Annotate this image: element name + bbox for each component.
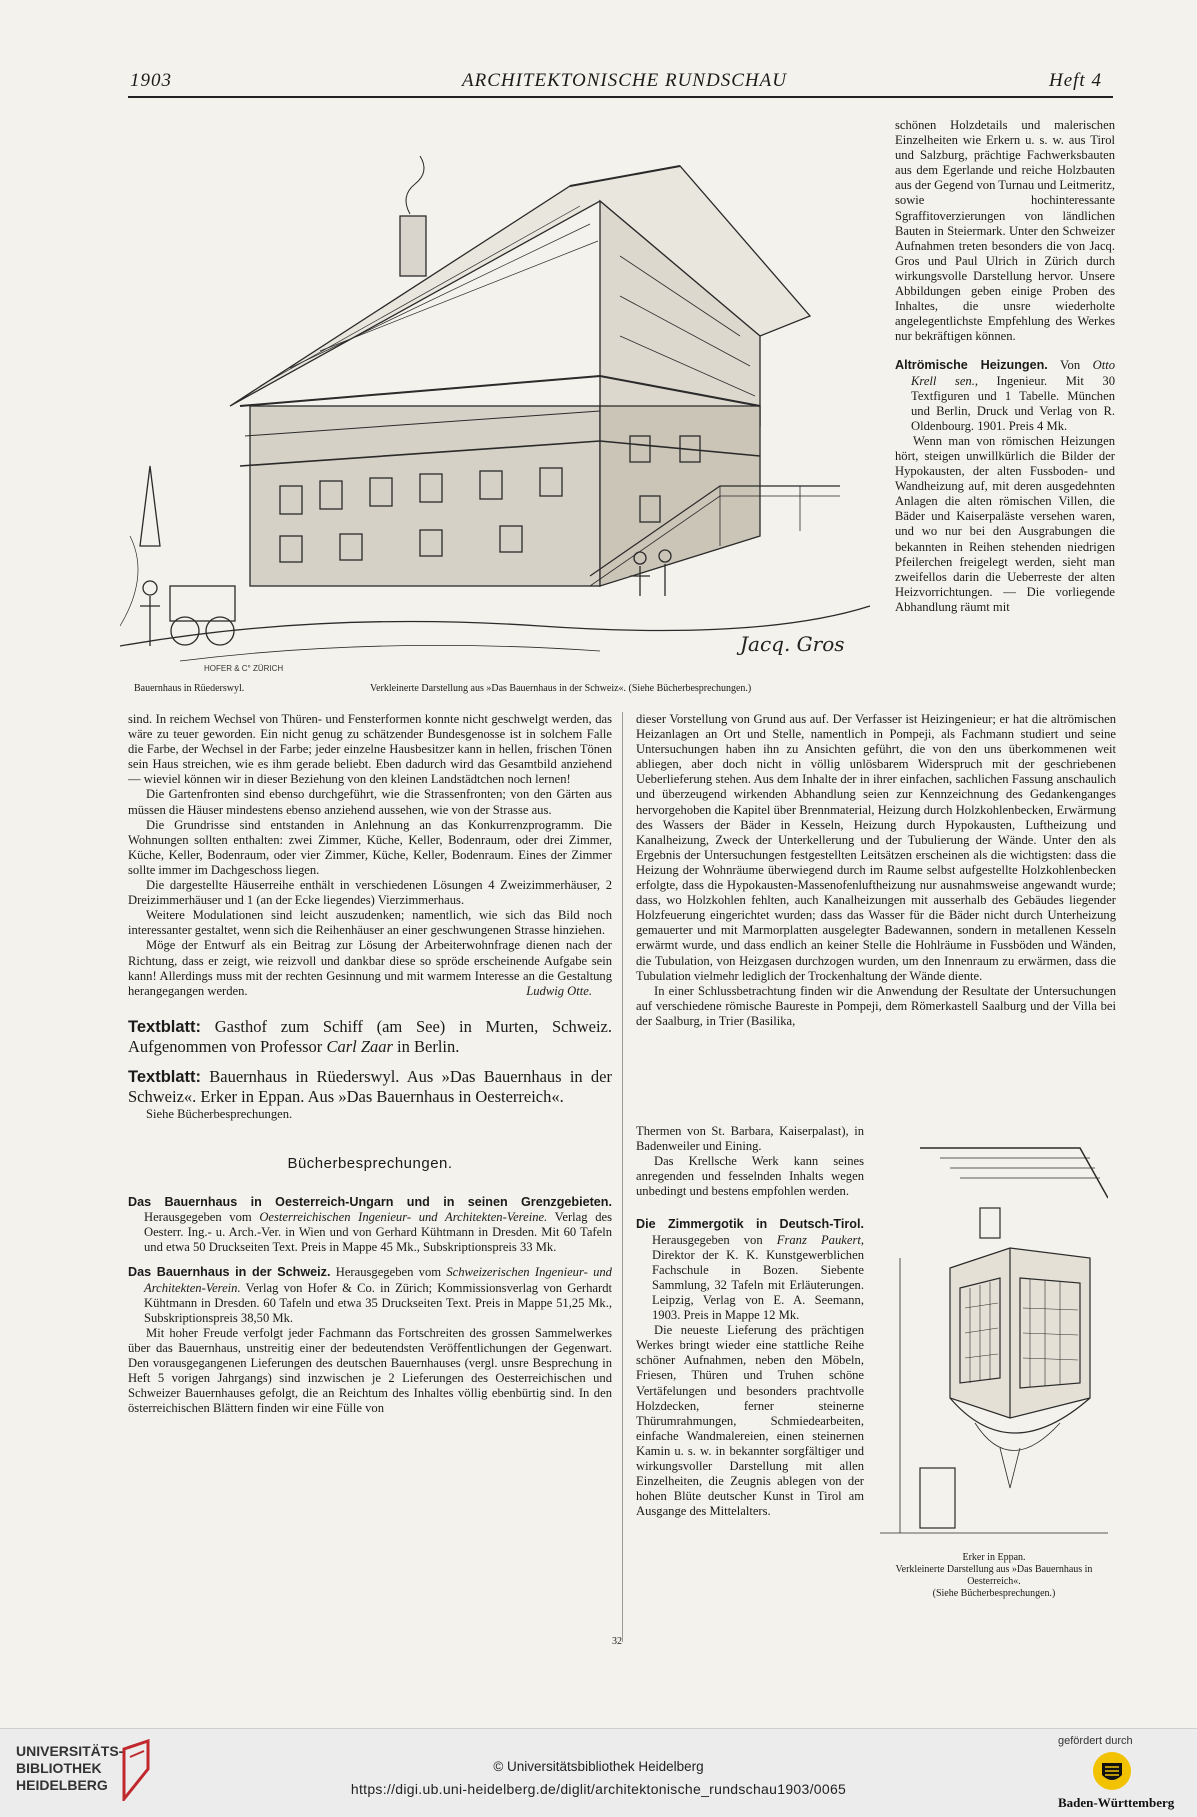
logo-line: HEIDELBERG (16, 1777, 108, 1793)
sponsor-label: gefördert durch (1058, 1735, 1133, 1747)
permalink[interactable]: https://digi.ub.uni-heidelberg.de/diglit/architektonische_rundschau1903/0065 (350, 1781, 847, 1797)
textblatt-label: Textblatt: (128, 1017, 202, 1036)
review-author: Otto Krell sen. (911, 358, 1115, 388)
review-details: Verlag von Hofer & Co. in Zürich; Kommissionsverlag von Gerhardt Kühtmann in Dresden. 60 Tafeln und etwa 35 Druckseiten Text. Preis in Mappe 51,25 Mk., Subskriptionspreis 38,50 Mk. (144, 1280, 612, 1325)
footer-bar (0, 1728, 1197, 1817)
artist-signature: Jacq. Gros (740, 632, 845, 656)
figure2-caption-note: (Siehe Bücherbesprechungen.) (932, 1588, 1056, 1599)
paragraph: dieser Vorstellung von Grund aus auf. Der Verfasser ist Heizingenieur; er hat die altrömischen Heizanlagen an Ort und Stelle, namentlich in Pompeji, als Fachmann studiert und seine Untersuchungen haben ihn zu Ansichten geführt, die von den uns überkommenen weit abliegen, aber doch nicht in völlig unlösbarem Widerspruch mit der geschriebenen Ueberlieferung stehen. Aus dem Inhalte der in ihrer einfachen, sachlichen Fassung anschaulich und überzeugend wirkenden Abhandlung seien zur Kennzeichnung des Gedankenganges hervorgehoben die Kapitel über Brennmaterial, Heizung durch Holzkohlenbecken, Erwärmung des Wassers der Bäder in Kesseln, Heizung durch Hypokausten, Luftheizung und Kanalheizung, Zweck der Unterkellerung und der Tubulierung der Wände. Unter den als Ergebnis der Untersuchungen festgestellten Leitsätzen erscheinen als die wichtigsten: dass die Heizung der Wohnräume überwiegend durch im Raume selbst aufgestellte Holzkohlenbecken erfolgte, dass die Hypokausten-Massenofenluftheizung nur ausnahmsweise angewandt wurde; dass, wo Holzkohlen fehlten, auch Kanalheizungen mit ausserhalb des Gebäudes liegender Holzfeuerung eingerichtet wurden; dass das Wasser für die Bäder nicht durch Unterheizung gemauerter und mit Marmorplatten ausgelegter Badewannen, sondern in metallenen Kesseln erwärmt wurde, und dass endlich an keiner Stelle die Hohlräume in Fussböden und Wänden, die Tubulation, von Heizgasen durchzogen wurden, um den Innenraum zu erwärmen, dass die Tubulation vielmehr lediglich der Trockenhaltung der Wände diente. (636, 712, 1116, 983)
sponsor-name: Baden-Württemberg (1058, 1795, 1175, 1810)
header-year: 1903 (130, 70, 172, 91)
review-title: Das Bauernhaus in Oesterreich-Ungarn und in seinen Grenzgebieten. (128, 1195, 612, 1210)
textblatt-text: Gasthof zum Schiff (am See) in Murten, Schweiz. Aufgenommen von Professor (128, 1016, 612, 1056)
review-heizungen-head: Altrömische Heizungen. Von Otto Krell sen., Ingenieur. Mit 30 Textfiguren und 1 Tabelle. München und Berlin, Druck und Verlag von R. Oldenbourg. 1901. Preis 4 Mk. (895, 358, 1115, 433)
author-signature: Ludwig Otte. (526, 983, 592, 998)
left-column (128, 712, 612, 1416)
review-title: Altrömische Heizungen. (895, 358, 1048, 373)
paragraph: Möge der Entwurf als ein Beitrag zur Lösung der Arbeiterwohnfrage dienen nach der Richtung, dass er zeigt, wie reizvoll und dankbar diese so spröde erscheinende Aufgabe sein kann! Allerdings muss mit der rechten Gesinnung und mit warmem Interesse an die Gestaltung herangegangen werden. (128, 938, 612, 998)
right-column-top (895, 118, 1115, 615)
column-divider (622, 712, 623, 1642)
paragraph: sind. In reichem Wechsel von Thüren- und Fensterformen konnte nicht geschwelgt werden, das wäre zu teuer geworden. Ein nicht genug zu schätzender Bundesgenosse ist in solchem Falle die Farbe, der Wechsel in der Farbe; jeder einzelne Hausbesitzer kann in hellen, frischen Tönen sein Haus streichen, wie es ihm gerade beliebt. Eben dadurch wird das Gesamtbild anziehend — wieviel können wir in dieser Beziehung von den kleinen Landstädtchen noch lernen! (128, 712, 612, 787)
siehe-note: Siehe Bücherbesprechungen. (146, 1106, 293, 1121)
header-issue: Heft 4 (1049, 70, 1102, 91)
textblatt-1 (128, 1017, 612, 1057)
review-author: Franz Paukert, (776, 1232, 864, 1247)
textblatt-2 (128, 1067, 612, 1107)
review-details: , Ingenieur. Mit 30 Textfiguren und 1 Tabelle. München und Berlin, Druck und Verlag von R. Oldenbourg. 1901. Preis 4 Mk. (911, 373, 1115, 433)
erker-illustration (880, 1138, 1108, 1538)
review-oesterreich (128, 1195, 612, 1255)
middle-column (636, 712, 1116, 1029)
review-org: Oesterreichischen Ingenieur- und Architekten-Vereine. (259, 1210, 548, 1225)
review-title: Das Bauernhaus in der Schweiz. (128, 1265, 331, 1280)
review-details: Direktor der K. K. Kunstgewerblichen Fachschule in Bozen. Siebente Sammlung, 32 Tafeln mit Erläuterungen. Leipzig, Verlag von E. A. Seemann, 1903. Preis in Mappe 12 Mk. (652, 1247, 864, 1323)
header-rule (128, 96, 1113, 98)
paragraph: Weitere Modulationen sind leicht auszudenken; namentlich, wie sich das Bild noch interessanter gestaltet, wenn sich die Reihenhäuser an einer geschwungenen Strasse hinziehen. (128, 908, 612, 938)
copyright-text: © Universitätsbibliothek Heidelberg (493, 1759, 704, 1774)
state-coat-of-arms-icon[interactable] (1092, 1751, 1132, 1791)
review-details: Verlag des Oesterr. Ing.- u. Arch.-Ver. in Wien und von Gerhard Kühtmann in Dresden. Mit 60 Tafeln und etwa 50 Druckseiten Text. Preis in Mappe 45 Mk., Subskriptionspreis 33 Mk. (144, 1210, 612, 1255)
textblatt-text-end: in Berlin. (392, 1036, 460, 1056)
paragraph: schönen Holzdetails und malerischen Einzelheiten wie Erkern u. s. w. aus Tirol und Salzburg, prächtige Fachwerksbauten aus dem Egerlande und reiche Holzbauten aus der Gegend von Turnau und Leitmeritz, sowie hochinteressante Sgraffitoverzierungen von ländlichen Bauten in Steiermark. Unter den Schweizer Aufnahmen treten besonders die von Jacq. Gros und Paul Ulrich in Zürich durch wirkungsvolle Darstellung hervor. Unsere Abbildungen geben einige Proben des Inhaltes, die unsre wiederholte angelegentlichste Empfehlung des Werkes nur bekräftigen können. (895, 118, 1115, 344)
textblatt-name: Carl Zaar (326, 1036, 393, 1056)
paragraph: Die dargestellte Häuserreihe enthält in verschiedenen Lösungen 4 Zweizimmerhäuser, 2 Dreizimmerhäuser und 1 (an der Ecke liegendes) Vierzimmerhaus. (128, 878, 612, 908)
paragraph: Das Krellsche Werk kann seines anregenden und fesselnden Inhalts wegen unbedingt und bestens empfohlen werden. (636, 1154, 864, 1199)
review-text: Herausgegeben vom (144, 1210, 260, 1225)
textblatt-label: Textblatt: (128, 1067, 202, 1086)
figure2-caption-source: Verkleinerte Darstellung aus »Das Bauernhaus in Oesterreich«. (895, 1564, 1093, 1587)
logo-line: BIBLIOTHEK (16, 1760, 102, 1776)
section-title: Bücherbesprechungen. (287, 1154, 453, 1172)
textblatt-text: Bauernhaus in Rüederswyl. Aus »Das Bauernhaus in der Schweiz«. Erker in Eppan. Aus »Das Bauernhaus in Oesterreich«. (128, 1066, 612, 1106)
figure1-caption-right: Verkleinerte Darstellung aus »Das Bauernhaus in der Schweiz«. (Siehe Bücherbesprechungen.) (370, 683, 752, 694)
publisher-mark: HOFER & C° ZÜRICH (204, 664, 284, 673)
review-schweiz (128, 1265, 612, 1325)
page-number: 32 (612, 1636, 622, 1647)
figure2-caption (880, 1552, 1108, 1600)
paragraph: Die Grundrisse sind entstanden in Anlehnung an das Konkurrenzprogramm. Die Wohnungen sollten enthalten: zwei Zimmer, Küche, Keller, Bodenraum, oder drei Zimmer, Küche, Keller, Bodenraum, oder vier Zimmer, Küche, Keller, Bodenraum. Eines der Zimmer sollte immer im Dachgeschoss liegen. (128, 817, 612, 877)
paragraph: Wenn man von römischen Heizungen hört, steigen unwillkürlich die Bilder der Hypokausten, der alten Fussboden- und Wandheizung auf, mit deren ausgedehnten Anlagen die alten römischen Villen, die Bäder und Kaiserpaläste versehen waren, und wo nur bei den Ausgrabungen die bekannten in Reihen stehenden niedrigen Pfeilerchen freigelegt werden, sieht man zweifellos darin die Ueberreste der alten Heizvorrichtungen. — Die vorliegende Abhandlung räumt mit (895, 433, 1115, 614)
logo-line: UNIVERSITÄTS- (16, 1743, 124, 1759)
paragraph: Die neueste Lieferung des prächtigen Werkes bringt wieder eine stattliche Reihe schöner Aufnahmen, neben den Möbeln, Friesen, Thüren und Truhen schöne Vertäfelungen und besonders prachtvolle Holzdecken, ferner steinerne Thürumrahmungen, Schmiedearbeiten, einfache Wandmalereien, einen steinernen Kamin u. s. w. in bekannter sorgfältiger und wirkungsvoller Darstellung mit allen Einzelheiten, die Zeugnis ablegen von der hohen Blüte deutscher Kunst in Tirol am Ausgange des Mittelalters. (636, 1323, 864, 1519)
paragraph: Die Gartenfronten sind ebenso durchgeführt, wie die Strassenfronten; von den Gärten aus müssen die Häuser mindestens ebenso anziehend aussehen, wie von der Strasse aus. (128, 787, 612, 817)
paragraph: Thermen von St. Barbara, Kaiserpalast), in Badenweiler und Eining. (636, 1124, 864, 1154)
header-title: ARCHITEKTONISCHE RUNDSCHAU (462, 70, 787, 91)
narrow-column (636, 1124, 864, 1519)
paragraph: In einer Schlussbetrachtung finden wir die Anwendung der Resultate der Untersuchungen auf verschiedene römische Baureste in Pompeji, dem Römerkastell Saalburg und der Villa bei der Saalburg, in Trier (Basilika, (636, 983, 1116, 1028)
figure1-caption-left: Bauernhaus in Rüederswyl. (134, 683, 245, 694)
figure2-caption-title: Erker in Eppan. (962, 1552, 1026, 1563)
farmhouse-illustration (120, 106, 878, 676)
paragraph: Mit hoher Freude verfolgt jeder Fachmann das Fortschreiten des grossen Sammelwerkes über das Bauernhaus, unstreitig einer der bedeutendsten Veröffentlichungen der Gegenwart. Den vorausgegangenen Lieferungen des deutschen Bauernhauses (vergl. unsre Besprechung in Heft 5 vorigen Jahrgangs) sind inzwischen je 2 Lieferungen des Oesterreichischen und Schweizer Bauernhauses gefolgt, die an Reichtum des Inhaltes völlig ebenbürtig sind. In den österreichischen Blättern finden wir eine Fülle von (128, 1325, 612, 1416)
review-org: Schweizerischen Ingenieur- und Architekten-Verein. (144, 1265, 612, 1295)
review-text: Herausgegeben vom (330, 1265, 447, 1280)
review-text: Herausgegeben von (652, 1232, 777, 1247)
review-title: Die Zimmergotik in Deutsch-Tirol. (636, 1217, 864, 1232)
review-zimmergotik (636, 1217, 864, 1323)
